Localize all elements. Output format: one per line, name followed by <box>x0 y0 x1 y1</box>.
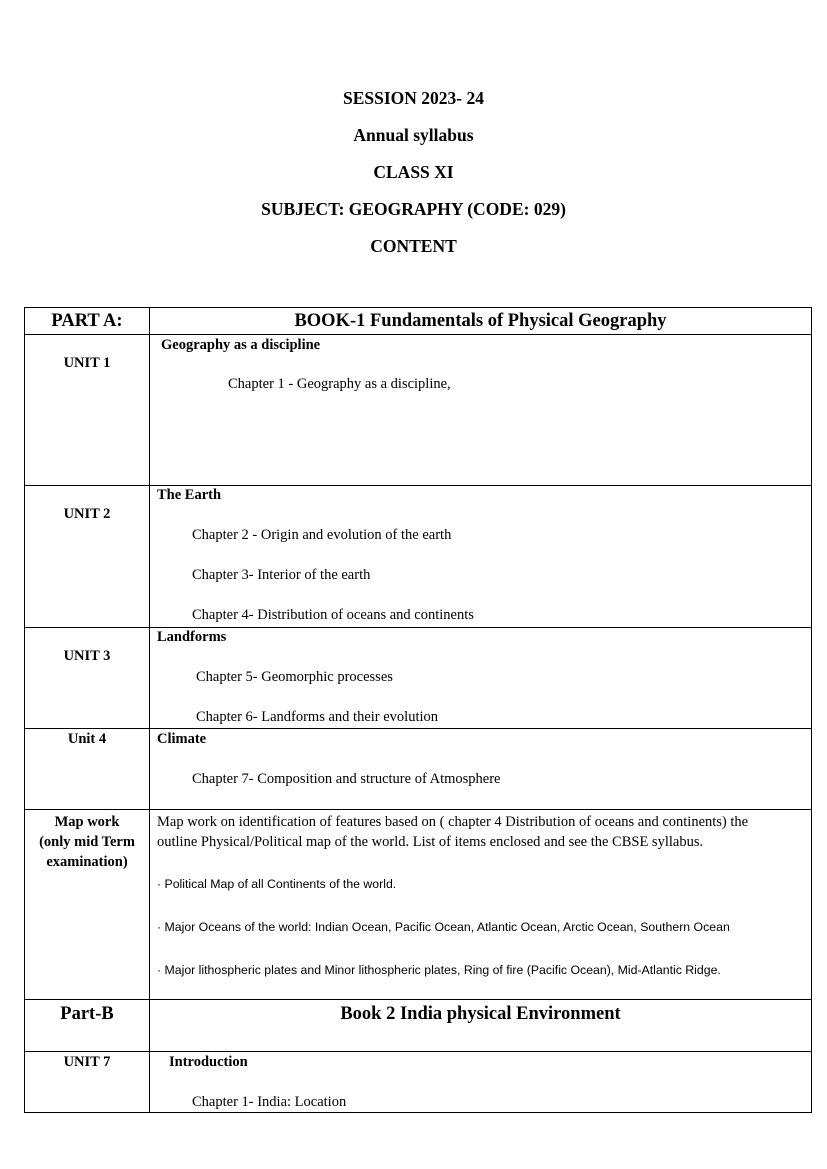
map-work-label-cell <box>25 810 150 1000</box>
table-row <box>25 335 812 486</box>
table-row <box>25 628 812 729</box>
chapter-item: Chapter 4- Distribution of oceans and continents <box>192 607 474 623</box>
part-a-header-row <box>25 308 812 335</box>
unit-2-title: The Earth <box>157 487 222 503</box>
chapter-item: Chapter 1 - Geography as a discipline, <box>228 376 451 392</box>
unit-1-title: Geography as a discipline <box>161 337 321 353</box>
chapter-item: Chapter 2 - Origin and evolution of the earth <box>192 527 452 543</box>
unit-content-cell <box>150 1052 812 1113</box>
table-row <box>25 729 812 810</box>
map-work-content-cell <box>150 810 812 1000</box>
unit-1-label: UNIT 1 <box>63 355 111 371</box>
map-work-label <box>25 810 149 872</box>
table-row <box>25 486 812 628</box>
unit-2-label: UNIT 2 <box>63 506 111 522</box>
chapter-item: Chapter 5- Geomorphic processes <box>196 669 393 685</box>
unit-label-cell <box>25 486 150 628</box>
part-a-label: PART A: <box>51 311 123 331</box>
map-work-row <box>25 810 812 1000</box>
map-work-item: · Major Oceans of the world: Indian Ocean, Pacific Ocean, Atlantic Ocean, Arctic Ocean, Southern Ocean <box>157 920 730 934</box>
unit-label-cell <box>25 729 150 810</box>
map-work-description-line: Map work on identification of features based on ( chapter 4 Distribution of oceans and continents) the <box>157 814 749 830</box>
map-work-item: · Major lithospheric plates and Minor lithospheric plates, Ring of fire (Pacific Ocean), Mid-Atlantic Ridge. <box>157 963 721 977</box>
part-a-book-title: BOOK-1 Fundamentals of Physical Geography <box>294 311 667 331</box>
unit-content-cell <box>150 628 812 729</box>
document-header <box>0 86 827 271</box>
session-heading: SESSION 2023- 24 <box>342 88 484 108</box>
class-heading: CLASS XI <box>373 162 454 182</box>
part-b-book-title: Book 2 India physical Environment <box>340 1004 621 1024</box>
part-a-label-cell <box>25 308 150 335</box>
unit-label-cell <box>25 1052 150 1113</box>
unit-content-cell <box>150 729 812 810</box>
map-work-description <box>150 810 811 852</box>
part-b-header-row <box>25 1000 812 1052</box>
unit-7-label: UNIT 7 <box>63 1054 111 1070</box>
chapter-item: Chapter 7- Composition and structure of Atmosphere <box>192 771 501 787</box>
part-a-book-cell <box>150 308 812 335</box>
unit-content-cell <box>150 486 812 628</box>
map-work-label-line: examination) <box>46 854 128 870</box>
map-work-label-line: (only mid Term <box>39 834 135 850</box>
unit-3-label: UNIT 3 <box>63 648 111 664</box>
part-b-label: Part-B <box>60 1004 114 1024</box>
unit-3-title: Landforms <box>157 629 227 645</box>
chapter-item: Chapter 1- India: Location <box>192 1094 347 1110</box>
part-b-label-cell <box>25 1000 150 1052</box>
table-row <box>25 1052 812 1113</box>
unit-7-title: Introduction <box>169 1054 248 1070</box>
map-work-description-line: outline Physical/Political map of the world. List of items enclosed and see the CBSE syllabus. <box>157 834 704 850</box>
content-heading: CONTENT <box>370 236 457 256</box>
map-work-label-line: Map work <box>54 814 120 830</box>
syllabus-heading: Annual syllabus <box>353 125 474 145</box>
chapter-item: Chapter 6- Landforms and their evolution <box>196 709 439 725</box>
map-work-item: · Political Map of all Continents of the world. <box>157 877 397 891</box>
chapter-item: Chapter 3- Interior of the earth <box>192 567 371 583</box>
unit-4-label: Unit 4 <box>67 731 107 747</box>
syllabus-table <box>24 307 812 1113</box>
unit-label-cell <box>25 335 150 486</box>
unit-4-title: Climate <box>157 731 207 747</box>
unit-content-cell <box>150 335 812 486</box>
part-b-book-cell <box>150 1000 812 1052</box>
unit-label-cell <box>25 628 150 729</box>
subject-heading: SUBJECT: GEOGRAPHY (CODE: 029) <box>261 199 566 219</box>
